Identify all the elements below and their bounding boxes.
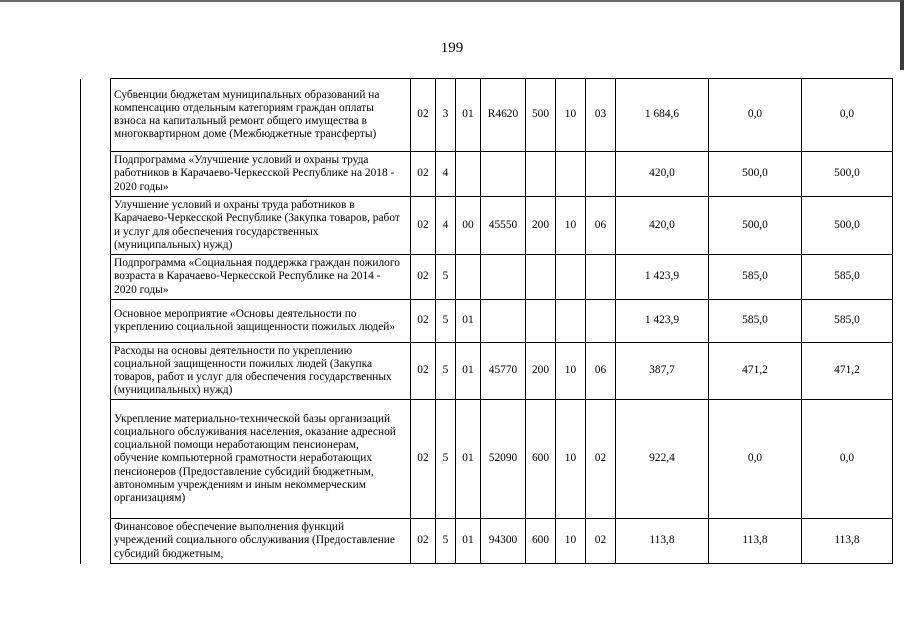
amount-2019-cell: 420,0	[616, 152, 709, 197]
code-rz-cell: 10	[556, 343, 586, 400]
row-name-cell: Подпрограмма «Социальная поддержка граждан пожилого возраста в Карачаево-Черкесской Республике на 2014 - 2020 годы»	[111, 255, 411, 300]
row-spacer-cell	[81, 255, 111, 300]
amount-2021-cell: 585,0	[802, 255, 893, 300]
table-row	[81, 400, 893, 519]
page-number: 199	[440, 40, 464, 56]
code-direction-cell	[481, 152, 526, 197]
amount-2020-cell: 0,0	[709, 400, 802, 519]
top-edge-line	[0, 0, 904, 2]
table-row	[81, 79, 893, 152]
amount-2019-cell: 420,0	[616, 197, 709, 255]
code-pp-cell: 3	[436, 79, 456, 152]
amount-2020-cell: 471,2	[709, 343, 802, 400]
amount-2021-cell: 471,2	[802, 343, 893, 400]
right-edge-mark	[900, 0, 904, 70]
code-gu-cell: 02	[411, 343, 436, 400]
code-rz-cell: 10	[556, 519, 586, 564]
row-name-cell: Расходы на основы деятельности по укреплению социальной защищенности пожилых людей (Закупка товаров, работ и услуг для обеспечения государственных (муниципальных) нужд)	[111, 343, 411, 400]
row-spacer-cell	[81, 197, 111, 255]
code-vr-cell	[526, 300, 556, 343]
code-gu-cell: 02	[411, 255, 436, 300]
budget-table-body	[81, 79, 893, 564]
amount-2020-cell: 500,0	[709, 152, 802, 197]
code-pr-cell: 02	[586, 400, 616, 519]
code-pp-cell: 4	[436, 197, 456, 255]
code-om-cell	[456, 152, 481, 197]
amount-2019-cell: 113,8	[616, 519, 709, 564]
amount-2021-cell: 0,0	[802, 400, 893, 519]
amount-2020-cell: 500,0	[709, 197, 802, 255]
table-row	[81, 255, 893, 300]
code-om-cell	[456, 255, 481, 300]
code-gu-cell: 02	[411, 300, 436, 343]
code-direction-cell: 45770	[481, 343, 526, 400]
code-vr-cell	[526, 152, 556, 197]
budget-table	[80, 78, 893, 564]
code-pp-cell: 5	[436, 300, 456, 343]
row-spacer-cell	[81, 343, 111, 400]
row-spacer-cell	[81, 400, 111, 519]
table-row	[81, 300, 893, 343]
code-vr-cell: 600	[526, 519, 556, 564]
table-row	[81, 343, 893, 400]
table-row	[81, 152, 893, 197]
row-spacer-cell	[81, 519, 111, 564]
code-gu-cell: 02	[411, 197, 436, 255]
amount-2021-cell: 500,0	[802, 197, 893, 255]
amount-2021-cell: 113,8	[802, 519, 893, 564]
row-name-cell: Укрепление материально-технической базы организаций социального обслуживания населения, оказание адресной социальной помощи неработающим пенсионерам, обучение компьютерной грамотности неработающих пенсионеров (Предоставление субсидий бюджетным, автономным учреждениям и иным некоммерческим организациям)	[111, 400, 411, 519]
code-om-cell: 01	[456, 400, 481, 519]
code-rz-cell: 10	[556, 197, 586, 255]
table-row	[81, 197, 893, 255]
amount-2020-cell: 0,0	[709, 79, 802, 152]
amount-2021-cell: 500,0	[802, 152, 893, 197]
code-pr-cell	[586, 255, 616, 300]
row-name-cell: Основное мероприятие «Основы деятельности по укреплению социальной защищенности пожилых людей»	[111, 300, 411, 343]
amount-2019-cell: 1 423,9	[616, 300, 709, 343]
code-pp-cell: 5	[436, 343, 456, 400]
code-pp-cell: 5	[436, 255, 456, 300]
code-vr-cell: 200	[526, 197, 556, 255]
amount-2020-cell: 113,8	[709, 519, 802, 564]
code-pr-cell	[586, 300, 616, 343]
code-direction-cell: R4620	[481, 79, 526, 152]
amount-2020-cell: 585,0	[709, 255, 802, 300]
code-pr-cell	[586, 152, 616, 197]
code-rz-cell	[556, 152, 586, 197]
code-om-cell: 01	[456, 79, 481, 152]
code-pp-cell: 4	[436, 152, 456, 197]
code-pr-cell: 03	[586, 79, 616, 152]
amount-2021-cell: 0,0	[802, 79, 893, 152]
code-direction-cell	[481, 255, 526, 300]
code-pr-cell: 06	[586, 343, 616, 400]
code-pr-cell: 06	[586, 197, 616, 255]
code-direction-cell: 45550	[481, 197, 526, 255]
code-pp-cell: 5	[436, 400, 456, 519]
row-name-cell: Субвенции бюджетам муниципальных образований на компенсацию отдельным категориям граждан оплаты взноса на капитальный ремонт общего имущества в многоквартирном доме (Межбюджетные трансферты)	[111, 79, 411, 152]
row-name-cell: Улучшение условий и охраны труда работников в Карачаево-Черкесской Республике (Закупка товаров, работ и услуг для обеспечения государственных (муниципальных) нужд)	[111, 197, 411, 255]
code-rz-cell: 10	[556, 400, 586, 519]
code-rz-cell	[556, 255, 586, 300]
row-spacer-cell	[81, 79, 111, 152]
code-gu-cell: 02	[411, 79, 436, 152]
amount-2019-cell: 1 684,6	[616, 79, 709, 152]
amount-2020-cell: 585,0	[709, 300, 802, 343]
code-om-cell: 01	[456, 519, 481, 564]
code-om-cell: 00	[456, 197, 481, 255]
code-gu-cell: 02	[411, 519, 436, 564]
row-name-cell: Финансовое обеспечение выполнения функций учреждений социального обслуживания (Предоставление субсидий бюджетным,	[111, 519, 411, 564]
row-spacer-cell	[81, 300, 111, 343]
code-pp-cell: 5	[436, 519, 456, 564]
code-gu-cell: 02	[411, 152, 436, 197]
row-spacer-cell	[81, 152, 111, 197]
amount-2019-cell: 922,4	[616, 400, 709, 519]
code-vr-cell: 200	[526, 343, 556, 400]
code-rz-cell: 10	[556, 79, 586, 152]
code-rz-cell	[556, 300, 586, 343]
code-om-cell: 01	[456, 300, 481, 343]
table-row	[81, 519, 893, 564]
code-om-cell: 01	[456, 343, 481, 400]
code-pr-cell: 02	[586, 519, 616, 564]
code-vr-cell: 600	[526, 400, 556, 519]
code-vr-cell	[526, 255, 556, 300]
row-name-cell: Подпрограмма «Улучшение условий и охраны труда работников в Карачаево-Черкесской Республике на 2018 - 2020 годы»	[111, 152, 411, 197]
amount-2019-cell: 387,7	[616, 343, 709, 400]
code-direction-cell: 94300	[481, 519, 526, 564]
code-direction-cell	[481, 300, 526, 343]
code-direction-cell: 52090	[481, 400, 526, 519]
code-vr-cell: 500	[526, 79, 556, 152]
code-gu-cell: 02	[411, 400, 436, 519]
amount-2019-cell: 1 423,9	[616, 255, 709, 300]
amount-2021-cell: 585,0	[802, 300, 893, 343]
